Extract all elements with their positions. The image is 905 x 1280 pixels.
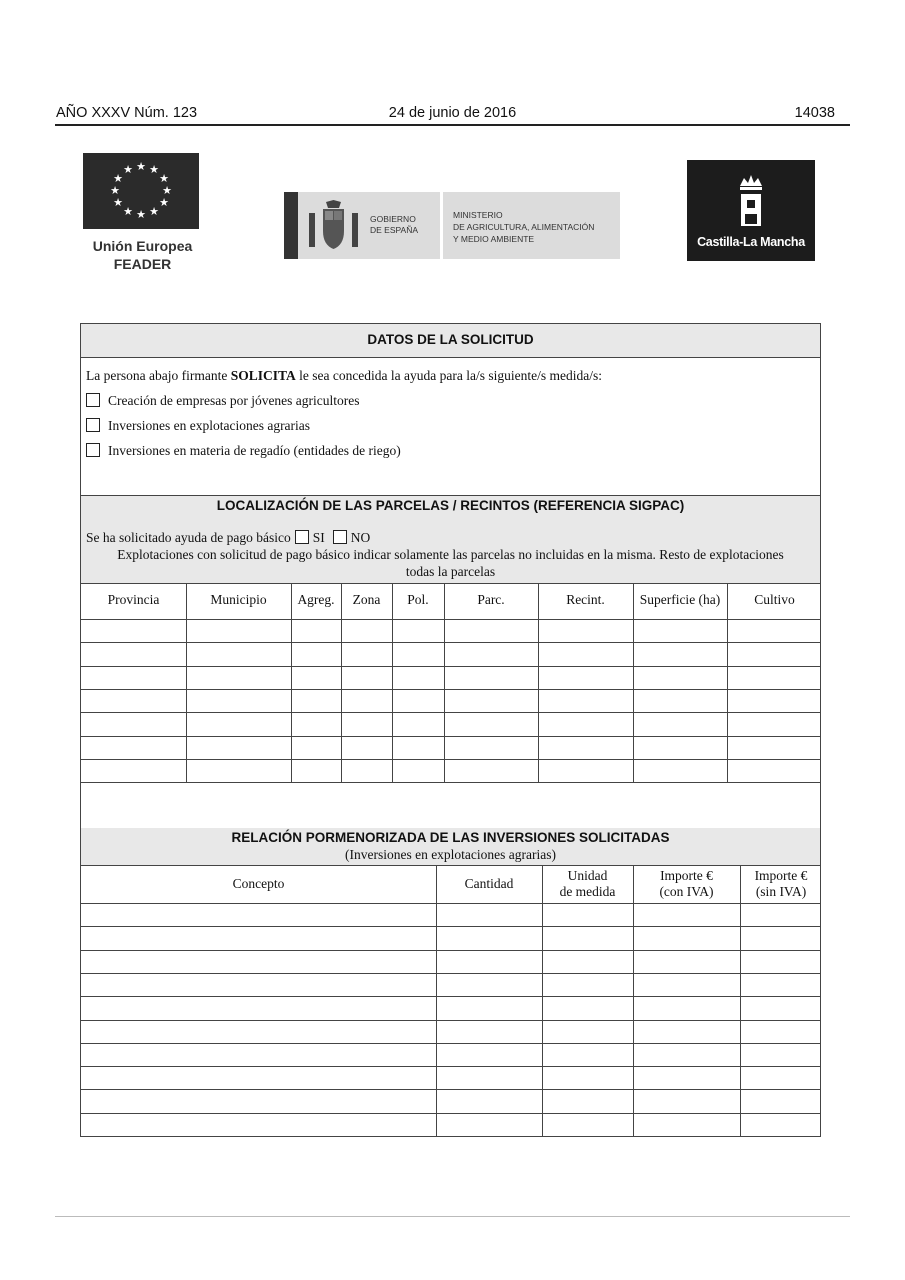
inversion-cell[interactable] [436,950,542,973]
parcela-row [81,666,820,689]
parcela-cell[interactable] [81,666,186,689]
parcela-cell[interactable] [291,642,341,665]
inversion-cell[interactable] [81,1043,436,1066]
parcela-cell[interactable] [392,619,444,642]
parcela-cell[interactable] [81,642,186,665]
inversion-cell[interactable] [81,973,436,996]
parcela-cell[interactable] [81,619,186,642]
parcela-cell[interactable] [633,712,727,735]
inversion-cell[interactable] [542,996,633,1019]
parcela-cell[interactable] [444,666,538,689]
issue-number: AÑO XXXV Núm. 123 [56,105,198,121]
column-header-line1: Importe € [754,868,808,883]
parcela-cell[interactable] [81,689,186,712]
inversion-cell[interactable] [436,973,542,996]
inversion-cell[interactable] [542,926,633,949]
parcela-row [81,619,820,642]
inversion-cell[interactable] [633,1043,740,1066]
pago-basico-question: Se ha solicitado ayuda de pago básico SI NO [86,530,371,545]
inversion-cell[interactable] [740,996,822,1019]
parcelas-title: LOCALIZACIÓN DE LAS PARCELAS / RECINTOS (REFERENCIA SIGPAC) [216,498,685,513]
solicitud-form [80,323,821,1137]
parcela-cell[interactable] [341,666,392,689]
eu-flag-logo [83,153,199,229]
svg-text:★: ★ [159,196,169,209]
column-header-line1: Unidad [567,868,608,883]
svg-text:★: ★ [136,208,146,221]
inversion-cell[interactable] [436,1066,542,1089]
inversion-cell[interactable] [81,1113,436,1136]
inversion-row [81,973,820,996]
inversion-cell[interactable] [740,1020,822,1043]
checkbox-no[interactable] [333,530,347,544]
footer-rule [55,1216,850,1217]
grid-line [81,782,820,783]
parcela-cell[interactable] [727,759,822,782]
inversion-cell[interactable] [542,1066,633,1089]
inversion-cell[interactable] [542,1020,633,1043]
checkbox-si[interactable] [295,530,309,544]
parcela-cell[interactable] [186,712,291,735]
parcela-cell[interactable] [392,666,444,689]
grid-line [81,1136,820,1137]
inversion-cell[interactable] [542,973,633,996]
svg-text:★: ★ [162,184,172,197]
inversion-cell[interactable] [740,903,822,926]
parcela-cell[interactable] [291,759,341,782]
svg-text:★: ★ [123,163,133,176]
castle-crown-icon [722,172,780,230]
parcela-cell[interactable] [538,619,633,642]
inversiones-subtitle: (Inversiones en explotaciones agrarias) [344,847,557,862]
parcela-cell[interactable] [633,759,727,782]
parcela-cell[interactable] [727,619,822,642]
parcela-cell[interactable] [727,712,822,735]
inversion-cell[interactable] [542,1043,633,1066]
inversion-cell[interactable] [740,1089,822,1112]
column-header-line2: de medida [559,884,616,899]
parcela-cell[interactable] [633,736,727,759]
option-label: Creación de empresas por jóvenes agricultores [108,393,360,408]
column-header-line1: Concepto [232,876,285,891]
column-header-line2: (con IVA) [659,884,714,899]
inversion-cell[interactable] [633,926,740,949]
grid-line [81,583,820,584]
parcela-cell[interactable] [291,666,341,689]
parcela-cell[interactable] [727,666,822,689]
inversion-cell[interactable] [740,973,822,996]
parcela-row [81,759,820,782]
divider [81,357,820,358]
parcela-cell[interactable] [341,759,392,782]
inversion-cell[interactable] [633,903,740,926]
inversion-row [81,1020,820,1043]
svg-text:★: ★ [113,196,123,209]
inversion-cell[interactable] [740,926,822,949]
parcela-cell[interactable] [392,642,444,665]
inversion-cell[interactable] [740,1066,822,1089]
checkbox-creacion-empresas[interactable] [86,393,100,407]
inversion-cell[interactable] [633,1089,740,1112]
spain-coat-of-arms-icon [306,199,361,253]
parcela-cell[interactable] [291,736,341,759]
ministerio-text [453,209,594,245]
parcela-cell[interactable] [538,759,633,782]
parcela-row [81,736,820,759]
column-header [740,868,822,900]
inversion-cell[interactable] [740,1043,822,1066]
inversion-row [81,1113,820,1136]
inversion-row [81,1066,820,1089]
inversion-cell[interactable] [81,1020,436,1043]
svg-text:★: ★ [113,172,123,185]
parcela-row [81,712,820,735]
parcela-cell[interactable] [341,712,392,735]
solicitud-intro: La persona abajo firmante SOLICITA le sea concedida la ayuda para la/s siguiente/s medida/s: [86,368,602,383]
inversion-row [81,996,820,1019]
column-header-line1: Cantidad [464,876,514,891]
inversion-cell[interactable] [436,1113,542,1136]
parcela-cell[interactable] [81,712,186,735]
inversion-row [81,1043,820,1066]
column-header-line1: Importe € [660,868,713,883]
gobierno-stripe [284,192,298,259]
parcela-cell[interactable] [444,712,538,735]
solicitud-title: DATOS DE LA SOLICITUD [367,332,534,347]
parcela-cell[interactable] [444,642,538,665]
parcela-cell[interactable] [538,666,633,689]
parcela-cell[interactable] [186,666,291,689]
parcela-cell[interactable] [291,619,341,642]
gobierno-text [370,214,418,236]
column-header: Agreg. [297,592,335,607]
option-inversiones-regadio[interactable] [86,443,401,459]
ministerio-line1: MINISTERIO [453,210,503,220]
parcela-cell[interactable] [392,712,444,735]
column-header: Pol. [407,592,429,607]
parcela-cell[interactable] [186,642,291,665]
column-header: Municipio [210,592,267,607]
svg-text:★: ★ [159,172,169,185]
inversion-cell[interactable] [436,1043,542,1066]
parcela-cell[interactable] [392,759,444,782]
parcela-cell[interactable] [186,689,291,712]
parcela-cell[interactable] [444,736,538,759]
option-label: Inversiones en materia de regadío (entidades de riego) [108,443,401,458]
svg-text:★: ★ [110,184,120,197]
inversion-cell[interactable] [740,950,822,973]
inversion-cell[interactable] [81,926,436,949]
inversion-cell[interactable] [436,903,542,926]
eu-logo-text [75,237,210,273]
parcela-cell[interactable] [538,736,633,759]
inversiones-title: RELACIÓN PORMENORIZADA DE LAS INVERSIONES SOLICITADAS [231,830,670,845]
parcela-cell[interactable] [186,759,291,782]
parcela-cell[interactable] [633,642,727,665]
parcelas-note-line1: Explotaciones con solicitud de pago básico indicar solamente las parcelas no incluidas en la misma. Resto de explotaciones [117,547,784,562]
column-header [81,876,436,892]
ministerio-line3: Y MEDIO AMBIENTE [453,234,535,244]
inversion-cell[interactable] [436,1089,542,1112]
parcela-cell[interactable] [291,712,341,735]
parcelas-note-line2: todas la parcelas [405,564,496,579]
column-header: Zona [352,592,381,607]
inversion-cell[interactable] [542,950,633,973]
option-inversiones-explotaciones[interactable] [86,418,310,434]
parcela-cell[interactable] [341,619,392,642]
parcela-cell[interactable] [538,712,633,735]
parcela-row [81,689,820,712]
inversion-cell[interactable] [633,1066,740,1089]
parcela-cell[interactable] [727,689,822,712]
inversion-cell[interactable] [740,1113,822,1136]
checkbox-inversiones-explotaciones[interactable] [86,418,100,432]
castilla-la-mancha-text: Castilla-La Mancha [697,235,805,249]
column-header: Superficie (ha) [639,592,721,607]
parcela-row [81,642,820,665]
parcela-cell[interactable] [633,619,727,642]
inversion-cell[interactable] [542,1113,633,1136]
checkbox-inversiones-regadio[interactable] [86,443,100,457]
inversion-cell[interactable] [542,1089,633,1112]
gobierno-line2: DE ESPAÑA [370,225,419,235]
parcela-cell[interactable] [81,736,186,759]
parcela-cell[interactable] [444,619,538,642]
parcela-cell[interactable] [444,759,538,782]
parcela-cell[interactable] [392,736,444,759]
gobierno-line1: GOBIERNO [370,214,416,224]
column-header [436,876,542,892]
parcela-cell[interactable] [186,619,291,642]
parcela-cell[interactable] [341,642,392,665]
inversion-cell[interactable] [81,950,436,973]
column-header: Provincia [107,592,160,607]
inversion-row [81,950,820,973]
inversion-row [81,926,820,949]
inversion-cell[interactable] [542,903,633,926]
option-creacion-empresas[interactable] [86,393,360,409]
parcela-cell[interactable] [538,642,633,665]
option-label: Inversiones en explotaciones agrarias [108,418,311,433]
parcela-cell[interactable] [633,689,727,712]
column-header: Parc. [477,592,505,607]
svg-text:★: ★ [149,205,159,218]
column-header: Cultivo [754,592,795,607]
column-header: Recint. [566,592,605,607]
parcela-cell[interactable] [444,689,538,712]
page-number: 14038 [794,105,835,121]
inversion-cell[interactable] [81,996,436,1019]
inversion-cell[interactable] [633,973,740,996]
parcela-cell[interactable] [341,689,392,712]
parcela-cell[interactable] [341,736,392,759]
parcela-cell[interactable] [727,642,822,665]
parcela-cell[interactable] [392,689,444,712]
issue-date: 24 de junio de 2016 [388,105,517,121]
parcela-cell[interactable] [538,689,633,712]
inversion-cell[interactable] [436,926,542,949]
parcela-cell[interactable] [291,689,341,712]
eu-logo-line2: FEADER [113,256,172,272]
inversion-cell[interactable] [81,1089,436,1112]
column-header-line2: (sin IVA) [755,884,807,899]
svg-text:★: ★ [136,160,146,173]
parcela-cell[interactable] [727,736,822,759]
grid-line [81,865,820,866]
ministerio-line2: DE AGRICULTURA, ALIMENTACIÓN [453,222,595,232]
inversion-row [81,1089,820,1112]
column-header [633,868,740,900]
header-rule [55,124,850,126]
inversion-cell[interactable] [436,996,542,1019]
svg-text:★: ★ [149,163,159,176]
inversion-cell[interactable] [81,903,436,926]
inversion-cell[interactable] [633,950,740,973]
eu-logo-line1: Unión Europea [92,238,193,254]
inversion-cell[interactable] [633,1113,740,1136]
inversion-cell[interactable] [436,1020,542,1043]
column-header [542,868,633,900]
inversion-cell[interactable] [633,1020,740,1043]
inversion-cell[interactable] [633,996,740,1019]
inversion-row [81,903,820,926]
parcela-cell[interactable] [186,736,291,759]
parcela-cell[interactable] [81,759,186,782]
parcela-cell[interactable] [633,666,727,689]
svg-text:★: ★ [123,205,133,218]
inversion-cell[interactable] [81,1066,436,1089]
